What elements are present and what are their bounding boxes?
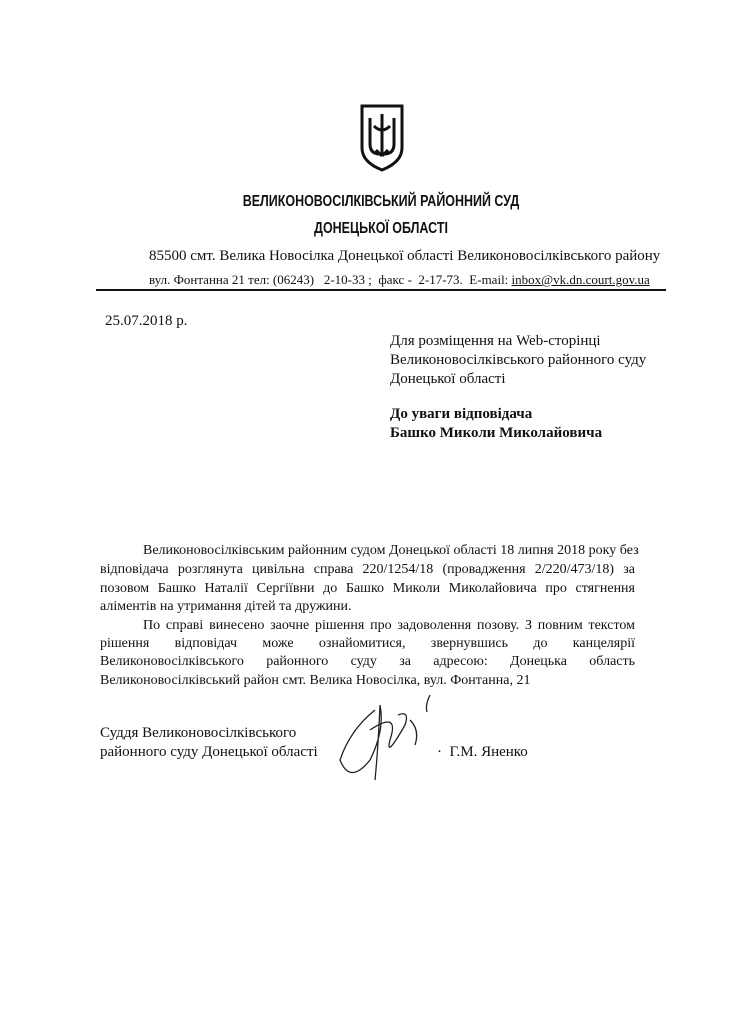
address-line: 85500 смт. Велика Новосілка Донецької області Великоновосілківського району <box>149 248 661 264</box>
contacts-line: вул. Фонтанна 21 тел: (06243) 2-10-33 ; факс - 2-17-73. E-mail: inbox@vk.dn.court.gov.ua <box>149 272 650 287</box>
court-name-line2: ДОНЕЦЬКОЇ ОБЛАСТІ <box>314 220 448 237</box>
recipient-line1: Для розміщення на Web-сторінці <box>390 333 601 349</box>
attention-line2: Башко Миколи Миколайовича <box>390 425 603 441</box>
header-divider <box>96 289 666 291</box>
recipient-line3: Донецької області <box>390 371 506 387</box>
recipient-line2: Великоновосілківського районного суду <box>390 352 647 368</box>
coat-of-arms-icon <box>360 104 404 172</box>
judge-name: · Г.М. Яненко <box>437 744 528 760</box>
handwritten-signature <box>330 690 440 790</box>
document-date: 25.07.2018 р. <box>105 313 188 329</box>
judge-title-line1: Суддя Великоновосілківського <box>100 725 297 741</box>
document-page: ВЕЛИКОНОВОСІЛКІВСЬКИЙ РАЙОННИЙ СУД ДОНЕЦЬКОЇ ОБЛАСТІ 85500 смт. Велика Новосілка Донецької області Великоновосілківського району вул. Фонтанна 21 тел: (06243) 2-10-33 ; факс - 2-17-73. E-mail: inbox@vk.dn.court.gov.ua 25.07.2018 р. Для розміщення на Web-сторінці Великоновосілківського районного суду Донецької області До уваги відповідача Башко Миколи Миколайовича Великоновосілківським районним судом Донецької області 18 липня 2018 року без відповідача розглянута цивільна справа 220/1254/18 (провадження 2/220/473/18) за позовом Башко Наталії Сергіївни до Башко Миколи Миколайовича про стягнення аліментів на утримання дітей та дружини. По справі винесено заочне рішення про задоволення позову. З повним текстом рішення відповідач може ознайомитися, звернувшись до канцелярії Великоновосілківського районного суду за адресою: Донецька область Великоновосілківський район смт. Велика Новосілка, вул. Фонтанна, 21 Суддя Великоновосілківського районного суду Донецької області · Г.М. Яненко <box>0 0 729 1024</box>
email-link[interactable]: inbox@vk.dn.court.gov.ua <box>511 272 650 287</box>
court-name-line1: ВЕЛИКОНОВОСІЛКІВСЬКИЙ РАЙОННИЙ СУД <box>242 193 520 210</box>
judge-title-line2: районного суду Донецької області <box>100 744 318 760</box>
attention-line1: До уваги відповідача <box>390 406 533 422</box>
